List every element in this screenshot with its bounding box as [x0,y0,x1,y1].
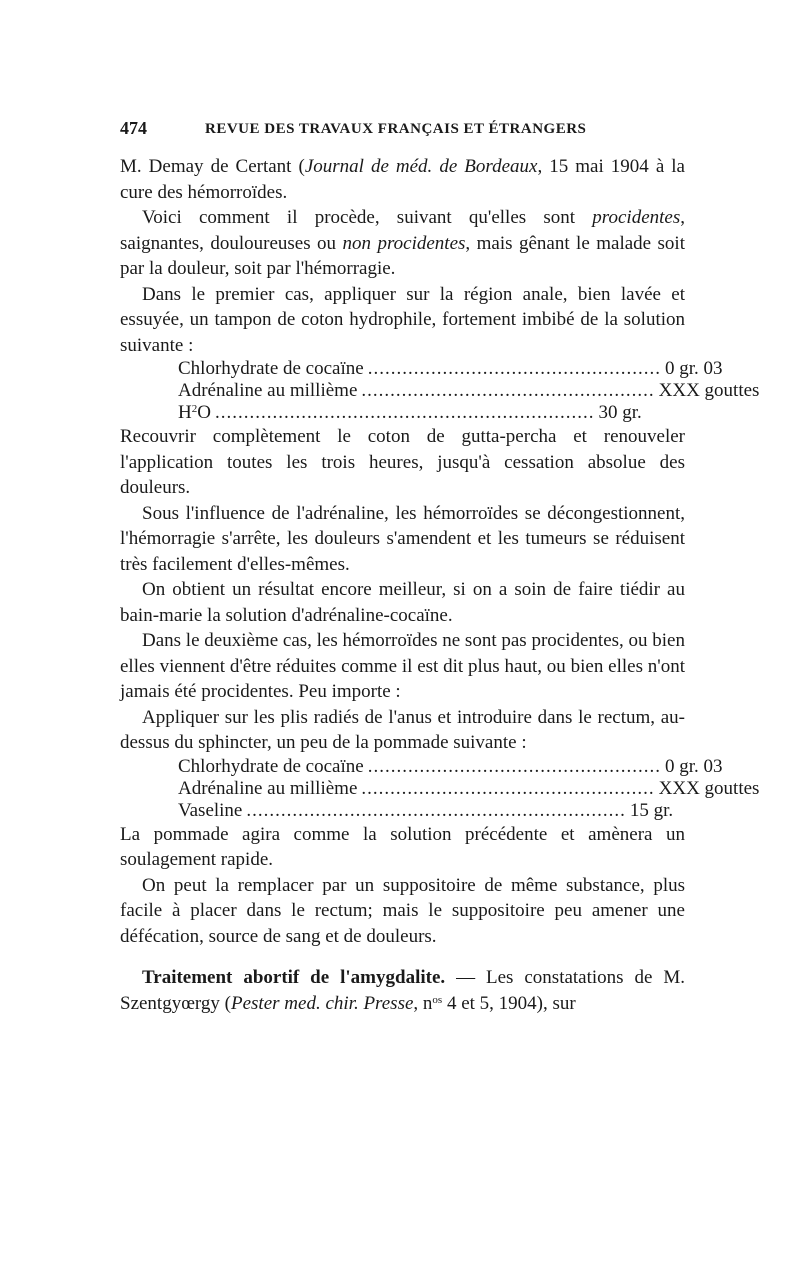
recipe-row [178,402,642,424]
journal-title: Pester med. chir. Presse [231,992,414,1014]
ingredient-qty: XXX gouttes [658,380,760,401]
running-title: REVUE DES TRAVAUX FRANÇAIS ET ÉTRANGERS [205,121,587,137]
paragraph: Dans le deuxième cas, les hémorroïdes ne sont pas procidentes, ou bien elles viennent d'être réduites comme il est dit plus haut, ou bien elles n'ont jamais été procidentes. Peu importe : [120,630,685,702]
paragraph [120,205,685,282]
paragraph [120,154,685,205]
leader-dots: .................................................................. [246,799,626,821]
text-run: , 15 mai 1904 à la cure des hémorroïdes. [120,156,685,203]
ingredient-name: Chlorhydrate de cocaïne [178,755,364,777]
leader-dots: ................................................... [367,358,661,379]
ingredient-qty: XXX gouttes [658,777,760,799]
formula-subscript: 2 [191,403,198,415]
text-run: M. Demay de Certant ( [120,156,305,177]
recipe-row [178,799,674,822]
leader-dots: ................................................... [361,380,655,401]
recipe-row [178,380,760,402]
paragraph: Sous l'influence de l'adrénaline, les hémorroïdes se décongestionnent, l'hémorragie s'arrête, les douleurs s'amendent et les tumeurs se réduisent très facilement d'elles-mêmes. [120,502,685,575]
paragraph: La pommade agira comme la solution précédente et amènera un soulagement rapide. [120,823,685,870]
emphasis: procidentes [592,207,681,228]
text-run: , n [413,992,433,1014]
ingredient-qty: 0 gr. 03 [664,358,723,379]
emphasis: non procidentes [342,232,466,254]
text-run: 4 et 5, 1904), sur [442,992,576,1014]
recipe-ointment [178,755,760,822]
text-run: — Les constatations de M. Szentgyœrgy ( [120,967,686,1014]
paragraph: On obtient un résultat encore meilleur, si on a soin de faire tiédir au bain-marie la solution d'adrénaline-cocaïne. [120,579,685,626]
superscript: os [432,993,443,1006]
recipe-row [178,777,760,800]
ingredient-name [178,402,211,424]
paragraph [120,965,685,1016]
recipe-solution [178,358,760,424]
ingredient-name: Vaseline [178,799,243,821]
leader-dots: ................................................... [361,777,655,799]
paragraph: Dans le premier cas, appliquer sur la région anale, bien lavée et essuyée, un tampon de coton hydrophile, fortement imbibé de la solution suivante : [120,283,685,356]
body-text [120,154,760,1016]
leader-dots: .................................................................. [214,402,595,423]
text-run: , mais gênant le malade soit par la douleur, soit par l'hémorragie. [120,232,685,279]
leader-dots: ................................................... [367,755,661,777]
paragraph: Appliquer sur les plis radiés de l'anus et introduire dans le rectum, au-dessus du sphincter, un peu de la pommade suivante : [120,706,685,753]
paragraph: Recouvrir complètement le coton de gutta-percha et renouveler l'application toutes les trois heures, jusqu'à cessation absolue des douleurs. [120,426,685,498]
ingredient-qty: 15 gr. [629,799,674,821]
ingredient-qty: 30 gr. [598,402,642,423]
recipe-row [178,755,723,778]
ingredient-qty: 0 gr. 03 [664,755,723,777]
formula-part: O [197,402,211,423]
text-run: Voici comment il procède, suivant qu'elles sont [142,207,593,228]
paragraph: On peut la remplacer par un suppositoire de même substance, plus facile à placer dans le rectum; mais le suppositoire peu amener une défécation, source de sang et de douleurs. [120,874,685,947]
page-number: 474 [120,118,147,138]
ingredient-name: Adrénaline au millième [178,777,358,799]
recipe-row [178,358,723,380]
journal-title: Journal de méd. de Bordeaux [304,156,538,177]
formula-part: H [178,402,192,423]
ingredient-name: Chlorhydrate de cocaïne [178,358,364,379]
section-heading: Traitement abortif de l'amygdalite. [142,967,446,988]
ingredient-name: Adrénaline au millième [178,380,358,401]
page-header [120,118,685,142]
text-run: , saignantes, douloureuses ou [120,207,685,254]
